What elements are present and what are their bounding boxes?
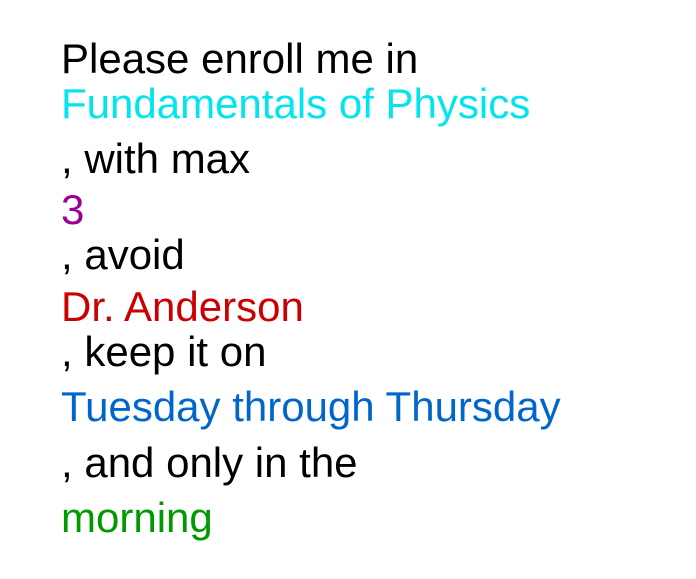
time-value: morning bbox=[61, 494, 213, 541]
avoid-instructor: Dr. Anderson bbox=[61, 283, 304, 330]
max-value: 3 bbox=[61, 186, 85, 233]
request-intro: Please enroll me in bbox=[61, 35, 419, 82]
course-name: Fundamentals of Physics bbox=[61, 80, 531, 127]
days-value: Tuesday through Thursday bbox=[61, 383, 561, 430]
days-prefix: , keep it on bbox=[61, 328, 267, 375]
time-prefix: , and only in the bbox=[61, 439, 358, 486]
avoid-prefix: , avoid bbox=[61, 231, 185, 278]
max-prefix: , with max bbox=[61, 135, 251, 182]
